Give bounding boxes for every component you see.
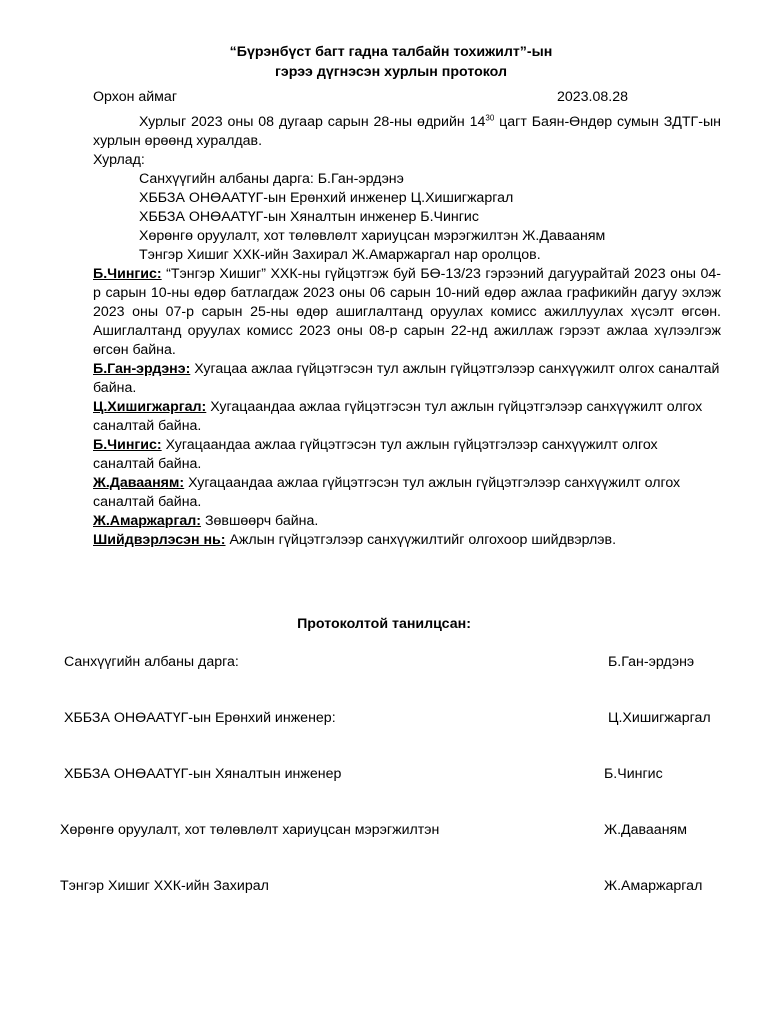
signature-name: Ж.Давааням bbox=[604, 822, 687, 838]
attendee-item: ХББЗА ОНӨААТҮГ-ын Ерөнхий инженер Ц.Хишигжаргал bbox=[139, 190, 514, 206]
document-title bbox=[0, 42, 768, 82]
attendee-item: ХББЗА ОНӨААТҮГ-ын Хяналтын инженер Б.Чингис bbox=[139, 209, 479, 225]
location: Орхон аймаг bbox=[93, 89, 178, 105]
signature-role: ХББЗА ОНӨААТҮГ-ын Хяналтын инженер bbox=[64, 766, 342, 782]
signature-role: Тэнгэр Хишиг ХХК-ийн Захирал bbox=[60, 878, 269, 894]
attendee-item: Санхүүгийн албаны дарга: Б.Ган-эрдэнэ bbox=[139, 171, 404, 187]
statement-text: Хугацаа ажлаа гүйцэтгэсэн тул ажлын гүйцэтгэлээр санхүүжилт олгох саналтай байна. bbox=[93, 361, 720, 396]
signature-role: Хөрөнгө оруулалт, хот төлөвлөлт хариуцсан мэрэгжилтэн bbox=[60, 822, 440, 838]
date: 2023.08.28 bbox=[557, 89, 629, 105]
speaker-name: Ж.Давааням: bbox=[93, 475, 185, 491]
protocol-body bbox=[93, 113, 721, 550]
signature-name: Б.Чингис bbox=[604, 766, 663, 782]
decision-text: Ажлын гүйцэтгэлээр санхүүжилтийг олгохоор шийдвэрлэв. bbox=[225, 532, 617, 548]
signature-role: ХББЗА ОНӨААТҮГ-ын Ерөнхий инженер: bbox=[64, 710, 336, 726]
statement-text: Зөвшөөрч байна. bbox=[201, 513, 319, 529]
statement-text: Хугацаандаа ажлаа гүйцэтгэсэн тул ажлын гүйцэтгэлээр санхүүжилт олгох саналтай байна. bbox=[93, 437, 658, 472]
acknowledgement-title: Протоколтой танилцсан: bbox=[297, 616, 471, 632]
statement-text: “Тэнгэр Хишиг” ХХК-ны гүйцэтгэж буй БӨ-13/23 гэрээний дагуурайтай 2023 оны 04-р сарын 10-ны өдөр батлагдаж 2023 оны 06 сарын 10-ний өдөр ажлаа графикийн дагуу эхлэж 2023 оны 07-р сарын 25-ны өдөр ашиглалтанд оруулах комисс ажиллуулах хүсэлт өгсөн. Ашиглалтанд оруулах комисс 2023 оны 08-р сарын 22-нд ажиллаж гэрээт ажлаа хүлээлгэж өгсөн байна. bbox=[93, 266, 721, 358]
attendee-item: Хөрөнгө оруулалт, хот төлөвлөлт хариуцсан мэрэгжилтэн Ж.Давааням bbox=[139, 228, 606, 244]
signature-role: Санхүүгийн албаны дарга: bbox=[64, 654, 239, 670]
statement-text: Хугацаандаа ажлаа гүйцэтгэсэн тул ажлын гүйцэтгэлээр санхүүжилт олгох саналтай байна. bbox=[93, 399, 703, 434]
signature-name: Ц.Хишигжаргал bbox=[608, 710, 711, 726]
statement bbox=[93, 265, 721, 360]
speaker-name: Ж.Амаржаргал: bbox=[93, 513, 202, 529]
statement bbox=[93, 512, 721, 531]
attendee-item: Тэнгэр Хишиг ХХК-ийн Захирал Ж.Амаржаргал нар оролцов. bbox=[139, 247, 541, 263]
speaker-name: Б.Чингис: bbox=[93, 437, 162, 453]
speaker-name: Ц.Хишигжаргал: bbox=[93, 399, 207, 415]
time-minutes: 30 bbox=[485, 113, 495, 123]
statement bbox=[93, 360, 721, 398]
speaker-name: Б.Ган-эрдэнэ: bbox=[93, 361, 191, 377]
decision-label: Шийдвэрлэсэн нь: bbox=[93, 532, 226, 548]
title-line-2: гэрээ дүгнэсэн хурлын протокол bbox=[274, 64, 508, 80]
statement bbox=[93, 436, 721, 474]
attendance-label: Хурлад: bbox=[93, 152, 145, 168]
decision bbox=[93, 531, 721, 550]
statement-text: Хугацаандаа ажлаа гүйцэтгэсэн тул ажлын гүйцэтгэлээр санхүүжилт олгох саналтай байна. bbox=[93, 475, 681, 510]
speaker-name: Б.Чингис: bbox=[93, 266, 162, 282]
statement bbox=[93, 474, 721, 512]
title-line-1: “Бүрэнбүст багт гадна талбайн тохижилт”-ын bbox=[229, 44, 553, 60]
statement bbox=[93, 398, 721, 436]
signature-name: Б.Ган-эрдэнэ bbox=[608, 654, 695, 670]
intro-paragraph: Хурлыг 2023 оны 08 дугаар сарын 28-ны өдрийн $14^{30}$ цагт Баян-Өндөр сумын ЗДТГ-ын хурлын өрөөнд хуралдав. bbox=[93, 113, 721, 149]
signature-name: Ж.Амаржаргал bbox=[604, 878, 703, 894]
